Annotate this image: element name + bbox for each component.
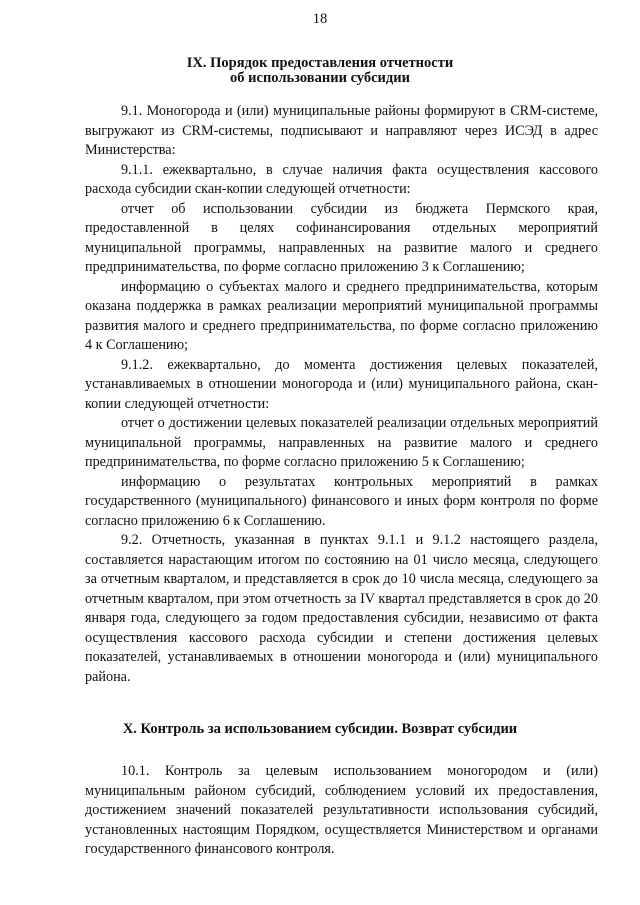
section-9-title-line2: об использовании субсидии	[230, 70, 410, 86]
paragraph-10-1: 10.1. Контроль за целевым использованием моногородом и (или) муниципальным районом субсидий, соблюдением условий их предоставления, достижением значений показателей результативности использования субсидий, установленных настоящим Порядком, осуществляется Министерством и органами государственного финансового контроля.	[85, 763, 598, 857]
paragraph-9-1-1: 9.1.1. ежеквартально, в случае наличия факта осуществления кассового расхода субсидии скан-копии следующей отчетности:	[85, 161, 598, 197]
section-10-title: X. Контроль за использованием субсидии. Возврат субсидии	[122, 721, 518, 737]
page-number: 18	[312, 11, 328, 27]
section-9-body	[85, 102, 598, 687]
paragraph-report-usage: отчет об использовании субсидии из бюджета Пермского края, предоставленной в целях софинансирования отдельных мероприятий муниципальной программы, направленных на развитие малого и среднего предпринимательства, по форме согласно приложению 3 к Соглашению;	[85, 200, 598, 275]
section-9-title-line1: IX. Порядок предоставления отчетности	[186, 55, 454, 71]
paragraph-9-1: 9.1. Моногорода и (или) муниципальные районы формируют в CRM-системе, выгружают из CRM-системы, подписывают и направляют через ИСЭД в адрес Министерства:	[85, 103, 598, 158]
section-9-title	[0, 56, 640, 86]
paragraph-9-1-2: 9.1.2. ежеквартально, до момента достижения целевых показателей, устанавливаемых в отношении моногорода и (или) муниципального района, скан-копии следующей отчетности:	[85, 356, 598, 412]
paragraph-report-targets: отчет о достижении целевых показателей реализации отдельных мероприятий муниципальной программы, направленных на развитие малого и среднего предпринимательства, по форме согласно приложению 5 к Соглашению;	[85, 415, 598, 470]
paragraph-info-subjects: информацию о субъектах малого и среднего предпринимательства, которым оказана поддержка в рамках реализации мероприятий муниципальной программы развития малого и среднего предпринимательства, по форме согласно приложению 4 к Соглашению;	[85, 278, 598, 353]
paragraph-9-2: 9.2. Отчетность, указанная в пунктах 9.1.1 и 9.1.2 настоящего раздела, составляется нарастающим итогом по состоянию на 01 число месяца, следующего за отчетным кварталом, и представляется в срок до 10 числа месяца, следующего за отчетным кварталом, при этом отчетность за IV квартал представляется в срок до 20 января года, следующего за годом предоставления субсидии, независимо от факта осуществления кассового расхода субсидии и степени достижения целевых показателей, устанавливаемых в отношении моногорода и (или) муниципального района.	[85, 532, 598, 685]
section-10-body	[85, 762, 598, 860]
paragraph-info-control: информацию о результатах контрольных мероприятий в рамках государственного (муниципального) финансового и иных форм контроля по форме согласно приложению 6 к Соглашению.	[85, 473, 598, 529]
